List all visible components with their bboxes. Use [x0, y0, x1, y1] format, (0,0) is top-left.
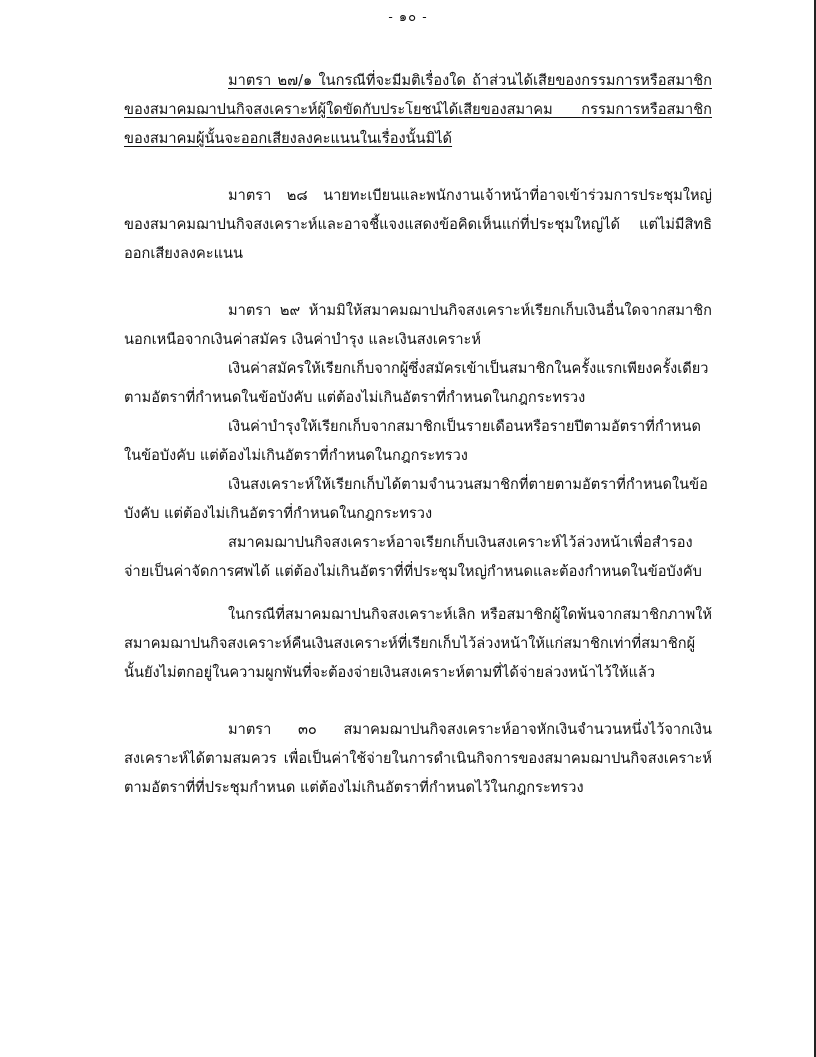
section-29-paragraph-5: สมาคมฌาปนกิจสงเคราะห์อาจเรียกเก็บเงินสงเคราะห์ไว้ล่วงหน้าเพื่อสำรองจ่ายเป็นค่าจัดการศพได้ แต่ต้องไม่เกินอัตราที่ที่ประชุมใหญ่กำหนดและต้องกำหนดในข้อบังคับ [124, 534, 702, 580]
section-29-paragraph-2: เงินค่าสมัครให้เรียกเก็บจากผู้ซึ่งสมัครเข้าเป็นสมาชิกในครั้งแรกเพียงครั้งเดียวตามอัตราที่กำหนดในข้อบังคับ แต่ต้องไม่เกินอัตราที่กำหนดในกฎกระทรวง [124, 360, 709, 406]
section-29-paragraph-1: มาตรา ๒๙ ห้ามมิให้สมาคมฌาปนกิจสงเคราะห์เรียกเก็บเงินอื่นใดจากสมาชิกนอกเหนือจากเงินค่าสมัคร เงินค่าบำรุง และเงินสงเคราะห์ [124, 302, 712, 348]
section-30-paragraph: มาตรา ๓๐ สมาคมฌาปนกิจสงเคราะห์อาจหักเงินจำนวนหนึ่งไว้จากเงินสงเคราะห์ได้ตามสมควร เพื่อเป็นค่าใช้จ่ายในการดำเนินกิจการของสมาคมฌาปนกิจสงเคราะห์ตามอัตราที่ที่ประชุมกำหนด แต่ต้องไม่เกินอัตราที่กำหนดไว้ในกฎกระทรวง [124, 721, 712, 796]
section-27-1-paragraph: มาตรา ๒๗/๑ ในกรณีที่จะมีมติเรื่องใด ถ้าส่วนได้เสียของกรรมการหรือสมาชิกของสมาคมฌาปนกิจสงเคราะห์ผู้ใดขัดกับประโยชน์ได้เสียของสมาคม กรรมการหรือสมาชิกของสมาคมผู้นั้นจะออกเสียงลงคะแนนในเรื่องนั้นมิได้ [124, 72, 712, 147]
section-gap [124, 687, 712, 715]
section-29-paragraph-4: เงินสงเคราะห์ให้เรียกเก็บได้ตามจำนวนสมาชิกที่ตายตามอัตราที่กำหนดในข้อบังคับ แต่ต้องไม่เกินอัตราที่กำหนดในกฎกระทรวง [124, 476, 708, 522]
section-gap [124, 268, 712, 296]
paragraph-gap [124, 586, 712, 600]
section-28-paragraph: มาตรา ๒๘ นายทะเบียนและพนักงานเจ้าหน้าที่อาจเข้าร่วมการประชุมใหญ่ของสมาคมฌาปนกิจสงเคราะห์และอาจชี้แจงแสดงข้อคิดเห็นแก่ที่ประชุมใหญ่ได้ แต่ไม่มีสิทธิออกเสียงลงคะแนน [124, 187, 712, 262]
document-body [124, 66, 712, 802]
section-29-paragraph-3: เงินค่าบำรุงให้เรียกเก็บจากสมาชิกเป็นรายเดือนหรือรายปีตามอัตราที่กำหนดในข้อบังคับ แต่ต้องไม่เกินอัตราที่กำหนดในกฎกระทรวง [124, 418, 701, 464]
section-gap [124, 153, 712, 181]
page-number: - ๑๐ - [388, 10, 428, 25]
section-29-paragraph-6: ในกรณีที่สมาคมฌาปนกิจสงเคราะห์เลิก หรือสมาชิกผู้ใดพ้นจากสมาชิกภาพให้สมาคมฌาปนกิจสงเคราะห์คืนเงินสงเคราะห์ที่เรียกเก็บไว้ล่วงหน้าให้แก่สมาชิกเท่าที่สมาชิกผู้นั้นยังไม่ตกอยู่ในความผูกพันที่จะต้องจ่ายเงินสงเคราะห์ตามที่ได้จ่ายล่วงหน้าไว้ให้แล้ว [124, 606, 712, 681]
